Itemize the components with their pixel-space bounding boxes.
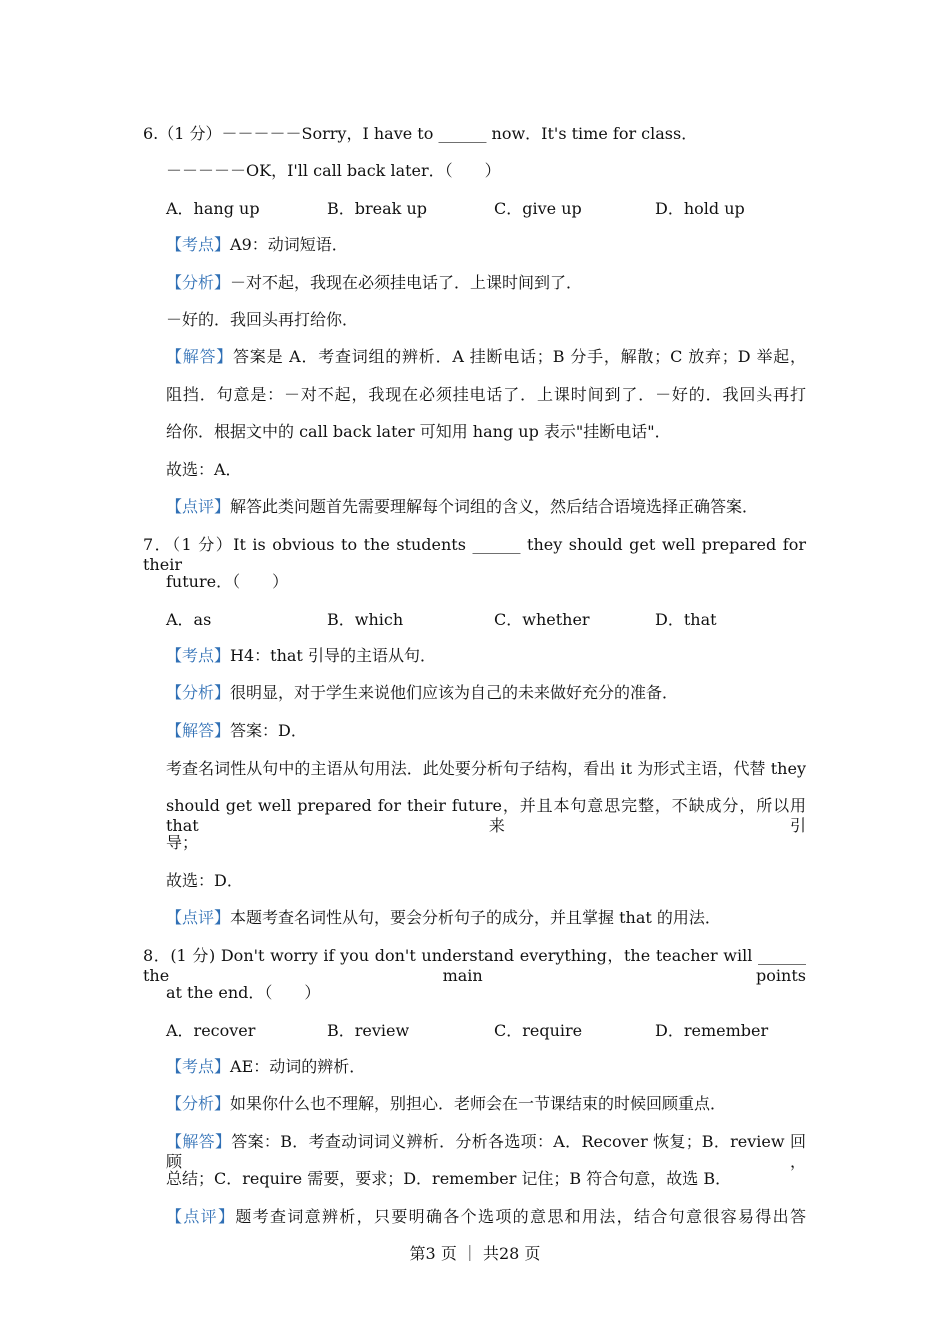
kaodian-text: H4：that 引导的主语从句．	[230, 646, 436, 665]
kaodian-text: AE：动词的辨析．	[230, 1057, 366, 1076]
q6-option-c: C．give up	[494, 199, 582, 218]
q6-fenxi	[166, 273, 582, 293]
jieda-text: 答案：B．考查动词词义辨析．分析各选项：A．Recover 恢复；B．review 回顾，	[166, 1132, 806, 1171]
q6-option-b: B．break up	[327, 199, 427, 218]
q7-option-b: B．which	[327, 610, 404, 629]
fenxi-text: －对不起，我现在必须挂电话了．上课时间到了．	[230, 273, 583, 292]
q7-dianping	[166, 908, 721, 928]
jieda-tag: 【解答】	[166, 347, 234, 366]
q6-guxuan: 故选：A．	[166, 460, 242, 479]
q7-stem-line1: 7．（1 分）It is obvious to the students ______ they should get well prepared for their	[143, 535, 806, 574]
q6-fenxi-line2: －好的．我回头再打给你．	[166, 310, 359, 329]
dianping-tag: 【点评】	[166, 497, 231, 516]
q7-stem-line2: future．（ ）	[166, 572, 289, 591]
page-footer: 第3 页 ｜ 共28 页	[409, 1244, 541, 1263]
q7-body-line2: should get well prepared for their future，并且本句意思完整，不缺成分，所以用 that 来引	[166, 796, 806, 835]
kaodian-tag: 【考点】	[166, 646, 231, 665]
fenxi-text: 很明显，对于学生来说他们应该为自己的未来做好充分的准备．	[230, 683, 679, 702]
q8-kaodian	[166, 1057, 365, 1077]
fenxi-tag: 【分析】	[166, 273, 231, 292]
q8-option-d: D．remember	[655, 1021, 769, 1040]
q7-guxuan: 故选：D．	[166, 871, 243, 890]
q6-option-a: A．hang up	[166, 199, 260, 218]
q8-stem-line2: at the end．（ ）	[166, 983, 321, 1002]
fenxi-tag: 【分析】	[166, 1094, 231, 1113]
q8-option-b: B．review	[327, 1021, 410, 1040]
jieda-tag: 【解答】	[166, 1132, 232, 1151]
q8-option-a: A．recover	[166, 1021, 256, 1040]
q8-stem-line1: 8．(1 分) Don't worry if you don't understand everything，the teacher will ______ the main points	[143, 946, 806, 985]
dianping-tag: 【点评】	[166, 908, 231, 927]
q7-fenxi	[166, 683, 678, 703]
jieda-text: 答案：D．	[230, 721, 307, 740]
q8-fenxi	[166, 1094, 726, 1114]
fenxi-text: 如果你什么也不理解，别担心．老师会在一节课结束的时候回顾重点．	[230, 1094, 727, 1113]
q6-jieda	[166, 347, 806, 367]
q8-jieda	[166, 1132, 806, 1172]
jieda-text: 答案是 A．考查词组的辨析．A 挂断电话；B 分手，解散；C 放弃；D 举起，	[233, 347, 806, 366]
q6-stem-line2: －－－－－OK，I'll call back later．（ ）	[166, 161, 501, 180]
dianping-text: 本题考查名词性从句，要会分析句子的成分，并且掌握 that 的用法．	[230, 908, 721, 927]
q8-option-c: C．require	[494, 1021, 583, 1040]
q7-body-line3: 导；	[166, 833, 199, 852]
dianping-tag: 【点评】	[166, 1207, 236, 1226]
q6-kaodian	[166, 235, 348, 255]
q6-stem-line1: 6.（1 分）－－－－－Sorry，I have to ______ now．It's time for class．	[143, 124, 698, 143]
q6-dianping	[166, 497, 758, 517]
q7-option-d: D．that	[655, 610, 717, 629]
dianping-text: 题考查词意辨析，只要明确各个选项的意思和用法，结合句意很容易得出答	[235, 1207, 806, 1226]
dianping-text: 解答此类问题首先需要理解每个词组的含义，然后结合语境选择正确答案．	[230, 497, 759, 516]
q6-option-d: D．hold up	[655, 199, 745, 218]
q7-option-a: A．as	[166, 610, 212, 629]
q7-kaodian	[166, 646, 436, 666]
q6-jieda-line2: 阻挡．句意是：－对不起，我现在必须挂电话了．上课时间到了．－好的．我回头再打	[166, 385, 806, 404]
fenxi-tag: 【分析】	[166, 683, 231, 702]
kaodian-text: A9：动词短语．	[230, 235, 348, 254]
kaodian-tag: 【考点】	[166, 1057, 231, 1076]
jieda-tag: 【解答】	[166, 721, 231, 740]
kaodian-tag: 【考点】	[166, 235, 231, 254]
q7-body-line1: 考查名词性从句中的主语从句用法．此处要分析句子结构，看出 it 为形式主语，代替 they	[166, 759, 806, 778]
q8-dianping	[166, 1207, 806, 1227]
q6-jieda-line3: 给你．根据文中的 call back later 可知用 hang up 表示"挂断电话"．	[166, 422, 671, 441]
q8-jieda-line2: 总结；C．require 需要，要求；D．remember 记住；B 符合句意，故选 B．	[166, 1169, 732, 1188]
q7-option-c: C．whether	[494, 610, 590, 629]
q7-jieda	[166, 721, 307, 741]
